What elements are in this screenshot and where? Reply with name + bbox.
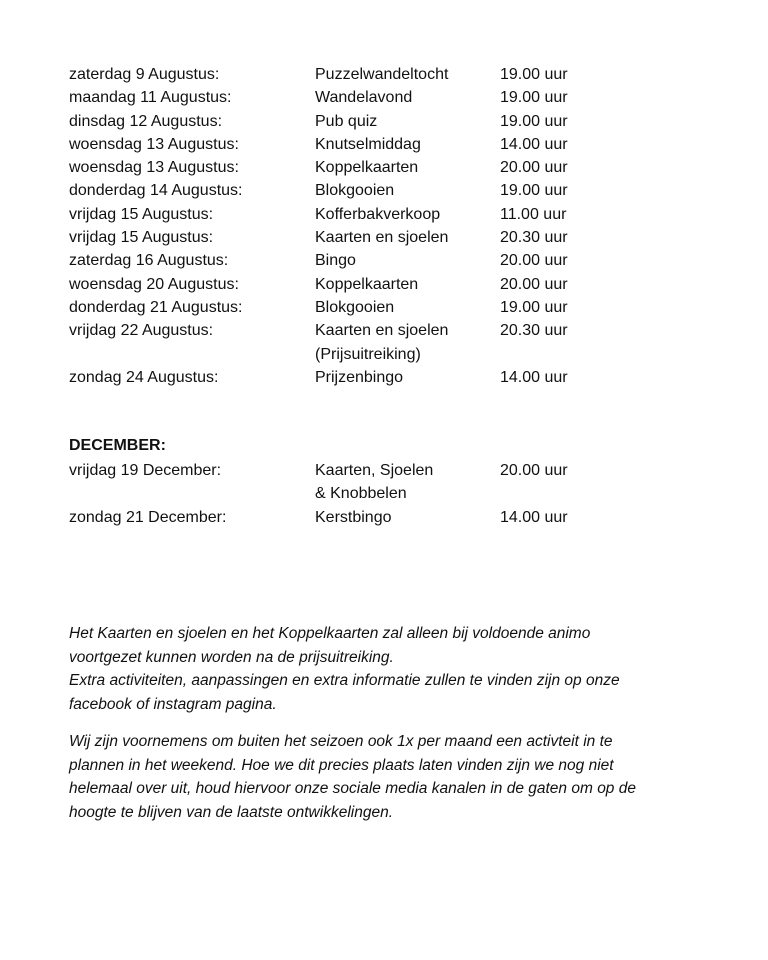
event-date: donderdag 21 Augustus:: [69, 298, 243, 316]
note-line: plannen in het weekend. Hoe we dit precies plaats laten vinden zijn we nog niet: [69, 756, 614, 774]
event-date: zaterdag 16 Augustus:: [69, 252, 229, 270]
event-time: 19.00 uur: [500, 89, 568, 107]
paragraph-gap: [69, 716, 709, 730]
event-activity-line: Blokgooien: [315, 182, 395, 200]
event-activity-line: Koppelkaarten: [315, 275, 419, 293]
event-date: maandag 11 Augustus:: [69, 89, 232, 107]
event-activity: [315, 506, 392, 529]
schedule-row: [69, 156, 689, 179]
event-time: 19.00 uur: [500, 182, 568, 200]
december-heading: DECEMBER:: [69, 437, 166, 454]
december-schedule: [69, 459, 689, 529]
event-activity: [315, 110, 377, 133]
event-date: woensdag 13 Augustus:: [69, 159, 239, 177]
event-time: 20.00 uur: [500, 252, 568, 270]
schedule-row: [69, 366, 689, 389]
note-line: Het Kaarten en sjoelen en het Koppelkaarten zal alleen bij voldoende animo: [69, 625, 591, 642]
event-activity-line: Koppelkaarten: [315, 159, 419, 177]
event-activity: [315, 133, 421, 156]
schedule-row: [69, 249, 689, 272]
event-activity: [315, 63, 448, 86]
event-activity-line: Wandelavond: [315, 89, 413, 107]
event-time: 20.00 uur: [500, 462, 568, 479]
event-activity-line: & Knobbelen: [315, 485, 407, 503]
event-date: vrijdag 15 Augustus:: [69, 205, 214, 223]
event-time: 14.00 uur: [500, 368, 568, 386]
event-activity-line: Knutselmiddag: [315, 135, 421, 153]
event-activity-line: Kaarten en sjoelen: [315, 322, 449, 340]
schedule-row: [69, 86, 689, 109]
schedule-row: [69, 319, 689, 366]
event-activity: [315, 319, 448, 366]
event-activity-line: Kaarten, Sjoelen: [315, 462, 434, 479]
event-activity: [315, 86, 412, 109]
schedule-row: [69, 133, 689, 156]
event-time: 19.00 uur: [500, 66, 568, 83]
schedule-row: [69, 506, 689, 529]
event-time: 14.00 uur: [500, 508, 568, 526]
event-date: vrijdag 15 Augustus:: [69, 229, 214, 247]
august-schedule: [69, 63, 689, 389]
note-line: Wij zijn voornemens om buiten het seizoen ook 1x per maand een activteit in te: [69, 733, 613, 750]
schedule-row: [69, 63, 689, 86]
schedule-row: [69, 203, 689, 226]
event-activity: [315, 203, 440, 226]
notes: [69, 622, 709, 824]
event-activity-line: Kerstbingo: [315, 508, 392, 526]
event-date: vrijdag 22 Augustus:: [69, 322, 214, 340]
event-date: donderdag 14 Augustus:: [69, 182, 243, 200]
event-activity-line: Pub quiz: [315, 112, 378, 130]
note-line: facebook of instagram pagina.: [69, 695, 277, 713]
event-activity-line: Blokgooien: [315, 298, 395, 316]
event-activity: [315, 226, 448, 249]
event-date: zondag 21 December:: [69, 508, 227, 526]
event-time: 19.00 uur: [500, 298, 568, 316]
event-activity: [315, 273, 418, 296]
event-time: 14.00 uur: [500, 135, 568, 153]
event-activity-line: Bingo: [315, 252, 356, 270]
event-activity: [315, 156, 418, 179]
event-time: 19.00 uur: [500, 112, 568, 130]
schedule-row: [69, 226, 689, 249]
event-activity-line: Prijzenbingo: [315, 368, 404, 386]
event-activity: [315, 179, 394, 202]
event-date: woensdag 20 Augustus:: [69, 275, 239, 293]
event-time: 20.30 uur: [500, 322, 568, 340]
schedule-row: [69, 296, 689, 319]
schedule-row: [69, 459, 689, 506]
note-line: voortgezet kunnen worden na de prijsuitreiking.: [69, 648, 394, 666]
event-date: zaterdag 9 Augustus:: [69, 66, 220, 83]
event-date: zondag 24 Augustus:: [69, 368, 219, 386]
event-time: 11.00 uur: [500, 205, 567, 223]
schedule-row: [69, 110, 689, 133]
event-time: 20.00 uur: [500, 275, 568, 293]
event-time: 20.00 uur: [500, 159, 568, 177]
note-line: helemaal over uit, houd hiervoor onze sociale media kanalen in de gaten om op de: [69, 780, 636, 797]
schedule-row: [69, 179, 689, 202]
event-date: woensdag 13 Augustus:: [69, 135, 239, 153]
event-activity: [315, 249, 356, 272]
event-activity-line: Puzzelwandeltocht: [315, 66, 449, 83]
event-date: dinsdag 12 Augustus:: [69, 112, 223, 130]
event-activity-line: (Prijsuitreiking): [315, 345, 421, 363]
note-line: Extra activiteiten, aanpassingen en extra informatie zullen te vinden zijn op onze: [69, 672, 620, 689]
event-time: 20.30 uur: [500, 229, 568, 247]
event-activity: [315, 459, 433, 506]
note-line: hoogte te blijven van de laatste ontwikkelingen.: [69, 803, 393, 821]
event-activity: [315, 366, 403, 389]
event-date: vrijdag 19 December:: [69, 462, 222, 479]
event-activity-line: Kofferbakverkoop: [315, 205, 441, 223]
event-activity-line: Kaarten en sjoelen: [315, 229, 449, 247]
schedule-row: [69, 273, 689, 296]
event-activity: [315, 296, 394, 319]
